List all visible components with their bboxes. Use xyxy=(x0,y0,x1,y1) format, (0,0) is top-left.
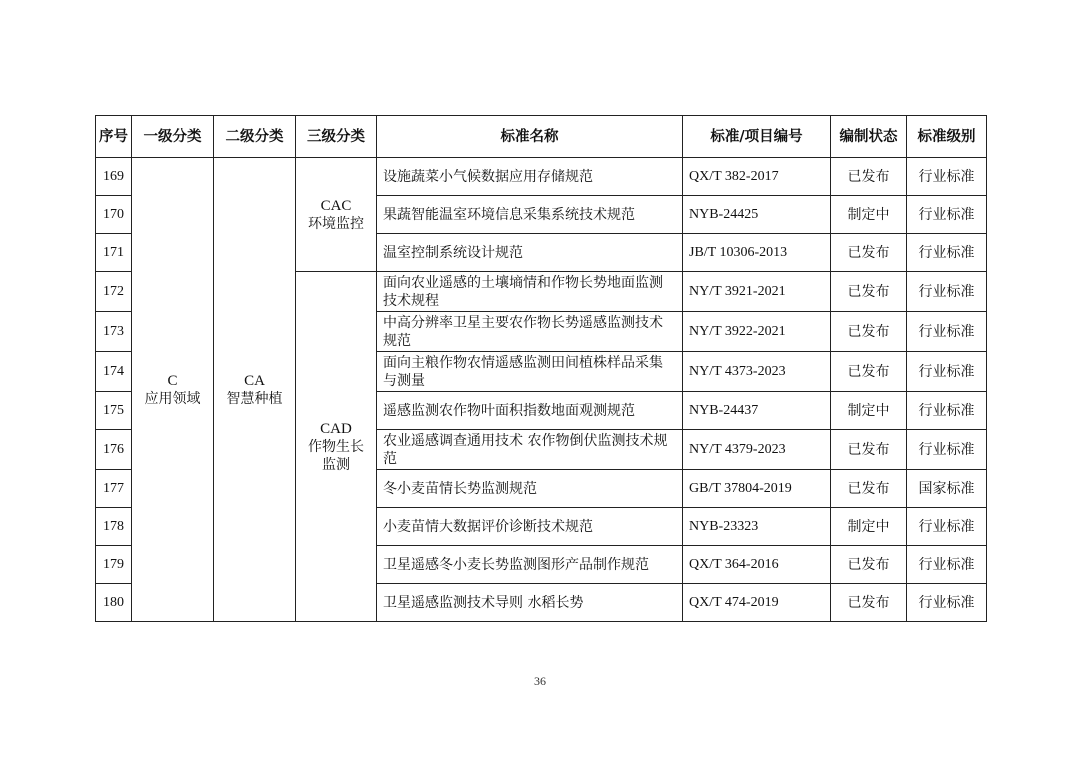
header-code: 标准/项目编号 xyxy=(683,116,831,158)
standard-code: NYB-24425 xyxy=(683,196,831,234)
standard-level: 行业标准 xyxy=(907,234,987,272)
standard-name: 卫星遥感监测技术导则 水稻长势 xyxy=(377,584,683,622)
status: 制定中 xyxy=(831,196,907,234)
standard-name: 冬小麦苗情长势监测规范 xyxy=(377,470,683,508)
row-number: 180 xyxy=(96,584,132,622)
standard-code: GB/T 37804-2019 xyxy=(683,470,831,508)
standard-name: 遥感监测农作物叶面积指数地面观测规范 xyxy=(377,392,683,430)
table-row xyxy=(96,158,987,196)
status: 已发布 xyxy=(831,272,907,312)
header-status: 编制状态 xyxy=(831,116,907,158)
standard-level: 国家标准 xyxy=(907,470,987,508)
standard-name: 面向农业遥感的土壤墒情和作物长势地面监测技术规程 xyxy=(377,272,683,312)
row-number: 169 xyxy=(96,158,132,196)
table-header-row xyxy=(96,116,987,158)
standard-name: 农业遥感调查通用技术 农作物倒伏监测技术规范 xyxy=(377,430,683,470)
row-number: 174 xyxy=(96,352,132,392)
level2-cell xyxy=(214,158,296,622)
standard-code: NY/T 3922-2021 xyxy=(683,312,831,352)
level1-code: C xyxy=(167,372,178,389)
level2-code: CA xyxy=(244,372,265,389)
page-number: 36 xyxy=(534,674,546,688)
level1-cell xyxy=(132,158,214,622)
row-number: 172 xyxy=(96,272,132,312)
standard-level: 行业标准 xyxy=(907,272,987,312)
status: 已发布 xyxy=(831,430,907,470)
standard-code: QX/T 382-2017 xyxy=(683,158,831,196)
standard-name: 中高分辨率卫星主要农作物长势遥感监测技术规范 xyxy=(377,312,683,352)
standard-level: 行业标准 xyxy=(907,546,987,584)
standard-code: QX/T 364-2016 xyxy=(683,546,831,584)
header-level3: 三级分类 xyxy=(296,116,377,158)
standard-level: 行业标准 xyxy=(907,584,987,622)
standard-name: 小麦苗情大数据评价诊断技术规范 xyxy=(377,508,683,546)
status: 已发布 xyxy=(831,158,907,196)
level3-code: CAC xyxy=(320,197,352,214)
status: 已发布 xyxy=(831,234,907,272)
row-number: 171 xyxy=(96,234,132,272)
header-level: 标准级别 xyxy=(907,116,987,158)
row-number: 177 xyxy=(96,470,132,508)
row-number: 175 xyxy=(96,392,132,430)
standard-name: 果蔬智能温室环境信息采集系统技术规范 xyxy=(377,196,683,234)
header-name: 标准名称 xyxy=(377,116,683,158)
header-level2: 二级分类 xyxy=(214,116,296,158)
standard-level: 行业标准 xyxy=(907,312,987,352)
status: 制定中 xyxy=(831,392,907,430)
row-number: 179 xyxy=(96,546,132,584)
standard-level: 行业标准 xyxy=(907,508,987,546)
standard-code: NY/T 3921-2021 xyxy=(683,272,831,312)
standard-code: JB/T 10306-2013 xyxy=(683,234,831,272)
standard-code: NY/T 4379-2023 xyxy=(683,430,831,470)
standard-name: 卫星遥感冬小麦长势监测图形产品制作规范 xyxy=(377,546,683,584)
standard-code: QX/T 474-2019 xyxy=(683,584,831,622)
status: 已发布 xyxy=(831,584,907,622)
status: 制定中 xyxy=(831,508,907,546)
status: 已发布 xyxy=(831,470,907,508)
standard-code: NYB-23323 xyxy=(683,508,831,546)
standard-level: 行业标准 xyxy=(907,430,987,470)
standard-level: 行业标准 xyxy=(907,158,987,196)
header-seq: 序号 xyxy=(96,116,132,158)
status: 已发布 xyxy=(831,352,907,392)
level3-name: 环境监控 xyxy=(308,215,364,232)
standard-level: 行业标准 xyxy=(907,196,987,234)
level2-name: 智慧种植 xyxy=(226,390,283,407)
standard-name: 面向主粮作物农情遥感监测田间植株样品采集与测量 xyxy=(377,352,683,392)
standard-name: 设施蔬菜小气候数据应用存储规范 xyxy=(377,158,683,196)
standards-table xyxy=(95,115,987,622)
header-level1: 一级分类 xyxy=(132,116,214,158)
status: 已发布 xyxy=(831,546,907,584)
row-number: 170 xyxy=(96,196,132,234)
level3-name: 作物生长监测 xyxy=(308,438,364,473)
standard-level: 行业标准 xyxy=(907,352,987,392)
standard-name: 温室控制系统设计规范 xyxy=(377,234,683,272)
standard-code: NY/T 4373-2023 xyxy=(683,352,831,392)
standard-level: 行业标准 xyxy=(907,392,987,430)
standard-code: NYB-24437 xyxy=(683,392,831,430)
level3-code: CAD xyxy=(320,420,352,437)
status: 已发布 xyxy=(831,312,907,352)
row-number: 173 xyxy=(96,312,132,352)
row-number: 176 xyxy=(96,430,132,470)
level3-cell-cad xyxy=(296,272,377,622)
level3-cell-cac xyxy=(296,158,377,272)
row-number: 178 xyxy=(96,508,132,546)
level1-name: 应用领域 xyxy=(144,390,201,407)
